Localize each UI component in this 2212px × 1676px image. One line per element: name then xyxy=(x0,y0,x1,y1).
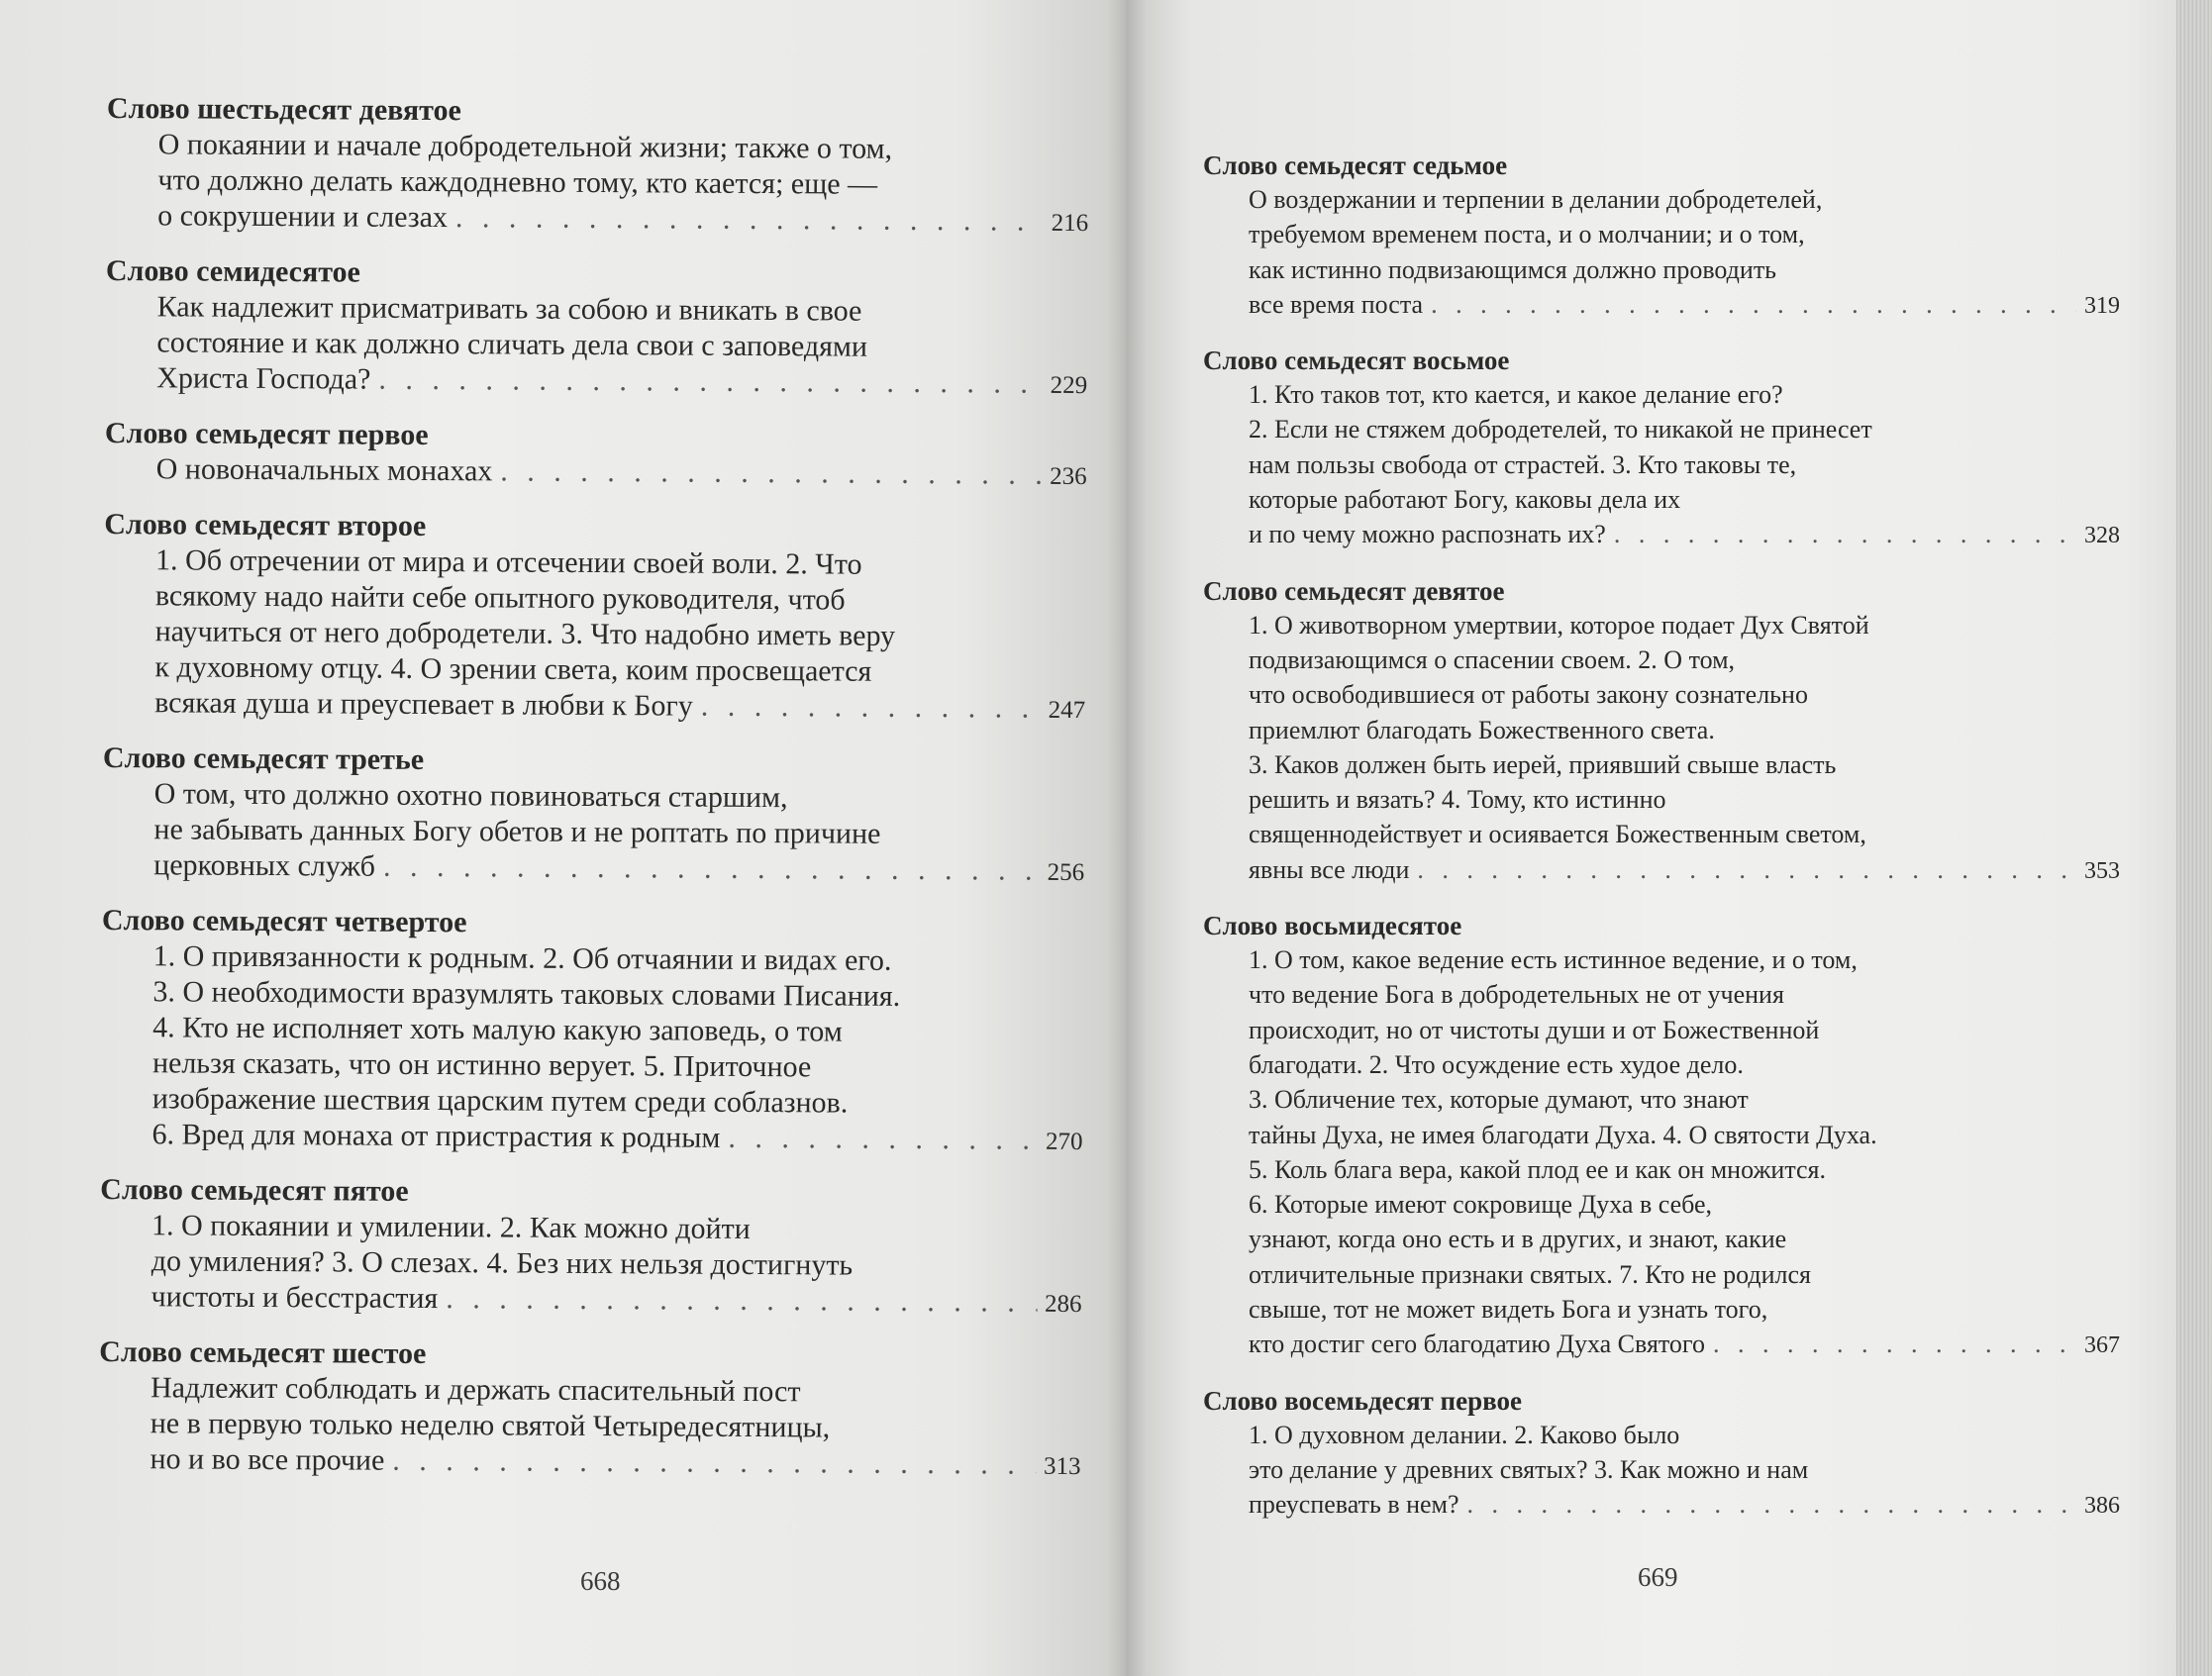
description-line: 5. Коль блага вера, какой плод ее и как он множится. xyxy=(1249,1154,1827,1184)
description-line: отличительные признаки святых. 7. Кто не родился xyxy=(1249,1259,1811,1289)
toc-entry-title: Слово семьдесят второе xyxy=(104,507,427,542)
table-of-contents-right xyxy=(1203,148,2212,1544)
description-last-line xyxy=(156,451,1087,495)
description-line: 3. Обличение тех, которые думают, что знают xyxy=(1249,1085,1749,1115)
description-line: как истинно подвизающимся должно проводить xyxy=(1249,254,1777,284)
description-line: тайны Духа, не имея благодати Духа. 4. О святости Духа. xyxy=(1249,1120,1877,1149)
description-line: 4. Кто не исполняет хоть малую какую заповедь, о том xyxy=(152,1011,843,1048)
description-line: священнодействует и осиявается Божественным светом, xyxy=(1249,820,1866,849)
toc-entry-title: Слово восьмидесятое xyxy=(1203,911,1462,941)
toc-entry xyxy=(105,416,1085,495)
description-last-line xyxy=(151,1279,1081,1323)
description-line: 1. О животворном умертвии, которое подает Дух Святой xyxy=(1249,610,1869,640)
toc-page-number: 386 xyxy=(2084,1493,2120,1520)
description-line: требуемом временем поста, и о молчании; и о том, xyxy=(1249,220,1805,249)
description-line: о сокрушении и слезах xyxy=(157,199,449,235)
dot-leader xyxy=(1614,517,2076,551)
toc-entry xyxy=(105,253,1086,404)
toc-page-number: 286 xyxy=(1044,1290,1082,1319)
description-line: 6. Которые имеют сокровище Духа в себе, xyxy=(1249,1190,1713,1220)
description-line: что освободившиеся от работы закону сознательно xyxy=(1249,680,1808,710)
description-line: нам пользы свобода от страстей. 3. Кто таковы те, xyxy=(1249,449,1797,479)
description-line: что ведение Бога в добродетельных не от учения xyxy=(1249,980,1784,1010)
description-line: свыше, тот не может видеть Бога и узнать того, xyxy=(1249,1295,1768,1325)
toc-entry-description xyxy=(98,1370,1081,1485)
dot-leader xyxy=(500,453,1042,492)
toc-entry xyxy=(1203,909,2212,1364)
toc-entry-description xyxy=(106,127,1089,242)
description-line: к духовному отцу. 4. О зрении света, коим просвещается xyxy=(154,650,872,688)
description-line: все время поста xyxy=(1249,289,1424,319)
description-line: решить и вязать? 4. Тому, кто истинно xyxy=(1249,785,1666,815)
toc-entry xyxy=(1203,574,2212,889)
toc-page-number: 256 xyxy=(1047,858,1085,887)
description-line: О воздержании и терпении в делании добродетелей, xyxy=(1249,185,1823,214)
dot-leader xyxy=(1431,287,2076,322)
page-number: 668 xyxy=(580,1566,621,1596)
description-line: благодати. 2. Что осуждение есть худое дело. xyxy=(1249,1049,1744,1079)
dot-leader xyxy=(455,200,1044,240)
toc-entry xyxy=(102,740,1083,891)
description-line: научиться от него добродетели. 3. Что надобно иметь веру xyxy=(154,615,896,652)
description-last-line xyxy=(153,847,1084,891)
description-line: узнают, когда оно есть и в других, и знают, какие xyxy=(1249,1225,1787,1254)
toc-entry-description xyxy=(1203,942,2120,1364)
toc-page-number: 313 xyxy=(1043,1452,1081,1481)
dot-leader xyxy=(728,1121,1038,1158)
description-line: состояние и как должно сличать дела свои с заповедями xyxy=(156,326,868,363)
description-line: подвизающимся о спасении своем. 2. О том, xyxy=(1249,644,1736,674)
toc-entry-title: Слово семьдесят первое xyxy=(104,416,429,451)
description-line: и по чему можно распознать их? xyxy=(1249,520,1606,549)
description-line: явны все люди xyxy=(1249,854,1410,884)
toc-entry-description xyxy=(1203,608,2120,889)
toc-page-number: 247 xyxy=(1048,696,1086,725)
toc-entry-description xyxy=(1203,182,2120,324)
description-line: но и во все прочие xyxy=(150,1442,385,1477)
description-line: чистоты и бесстрастия xyxy=(151,1280,439,1316)
description-line: 1. О покаянии и умилении. 2. Как можно дойти xyxy=(151,1209,751,1245)
page-edge xyxy=(2176,0,2212,1676)
description-line: Христа Господа? xyxy=(156,361,371,396)
description-line: приемлют благодать Божественного света. xyxy=(1249,715,1715,744)
description-line: 1. О том, какое ведение есть истинное ведение, и о том, xyxy=(1249,945,1858,975)
toc-entry-description xyxy=(1203,1418,2120,1525)
description-line: 1. Об отречении от мира и отсечении своей воли. 2. Что xyxy=(155,543,862,581)
description-last-line xyxy=(151,1117,1082,1160)
dot-leader xyxy=(446,1281,1037,1321)
toc-entry-title: Слово шестьдесят девятое xyxy=(106,91,461,128)
toc-page-number: 229 xyxy=(1050,371,1088,400)
dot-leader xyxy=(1467,1487,2076,1522)
toc-page-number: 319 xyxy=(2084,292,2120,319)
description-line: О покаянии и начале добродетельной жизни; также о том, xyxy=(157,128,893,165)
toc-entry-description xyxy=(100,938,1083,1160)
description-line: 1. О духовном делании. 2. Каково было xyxy=(1249,1420,1680,1449)
toc-page-number: 236 xyxy=(1050,462,1087,491)
description-last-line xyxy=(157,198,1088,242)
toc-entry-title: Слово семьдесят пятое xyxy=(100,1172,409,1208)
toc-entry xyxy=(1203,344,2212,553)
toc-entry-description xyxy=(103,542,1086,729)
toc-page-number: 270 xyxy=(1045,1128,1083,1156)
description-line: до умиления? 3. О слезах. 4. Без них нельзя достигнуть xyxy=(151,1244,854,1282)
toc-entry xyxy=(100,903,1082,1160)
description-last-line xyxy=(156,360,1087,404)
description-line: изображение шествия царским путем среди соблазнов. xyxy=(151,1082,849,1120)
right-page xyxy=(1126,0,2212,1676)
description-line: 1. Кто таков тот, кто кается, и какое делание его? xyxy=(1249,380,1783,410)
dot-leader xyxy=(1417,852,2076,887)
toc-entry-title: Слово семьдесят восьмое xyxy=(1203,345,1510,376)
description-line: Надлежит соблюдать и держать спасительный пост xyxy=(150,1371,801,1409)
description-last-line xyxy=(1249,1487,2120,1524)
toc-entry-description xyxy=(99,1208,1082,1323)
toc-page-number: 216 xyxy=(1051,209,1089,238)
description-line: 2. Если не стяжем добродетелей, то никакой не принесет xyxy=(1249,415,1872,444)
toc-page-number: 367 xyxy=(2084,1332,2120,1359)
toc-entry xyxy=(98,1334,1079,1485)
toc-entry-title: Слово семьдесят четвертое xyxy=(101,903,467,939)
description-line: это делание у древних святых? 3. Как можно и нам xyxy=(1249,1454,1809,1484)
toc-entry xyxy=(99,1172,1080,1323)
toc-entry-description xyxy=(105,451,1087,495)
toc-entry xyxy=(1203,1384,2212,1525)
description-last-line xyxy=(154,685,1085,729)
description-last-line xyxy=(1249,517,2120,553)
description-line: не забывать данных Богу обетов и не роптать по причине xyxy=(153,813,881,850)
toc-entry-title: Слово семидесятое xyxy=(105,253,361,289)
toc-entry-title: Слово семьдесят шестое xyxy=(99,1334,427,1370)
toc-page-number: 328 xyxy=(2084,523,2120,549)
dot-leader xyxy=(378,362,1043,402)
description-line: Как надлежит присматривать за собою и вникать в свое xyxy=(156,290,862,328)
toc-entry-description xyxy=(105,289,1088,404)
description-last-line xyxy=(1249,1327,2120,1363)
toc-entry xyxy=(106,91,1087,242)
description-line: 3. О необходимости вразумлять таковых словами Писания. xyxy=(152,975,901,1013)
toc-entry-title: Слово семьдесят девятое xyxy=(1203,575,1505,606)
description-line: О новоначальных монахах xyxy=(155,452,493,488)
description-last-line xyxy=(1249,852,2120,889)
toc-entry-description xyxy=(102,776,1085,891)
toc-entry xyxy=(103,507,1084,729)
toc-entry-title: Слово восемьдесят первое xyxy=(1203,1385,1522,1416)
description-line: всякому надо найти себе опытного руководителя, чтоб xyxy=(154,579,846,617)
description-line: происходит, но от чистоты души и от Божественной xyxy=(1249,1015,1820,1044)
description-line: нельзя сказать, что он истинно верует. 5. Приточное xyxy=(151,1046,812,1084)
description-last-line xyxy=(1249,287,2120,324)
description-line: О том, что должно охотно повиноваться старшим, xyxy=(153,777,788,815)
toc-entry xyxy=(1203,148,2212,324)
description-line: преуспевать в нем? xyxy=(1249,1490,1459,1520)
dot-leader xyxy=(392,1443,1036,1483)
description-line: 6. Вред для монаха от пристрастия к родным xyxy=(151,1118,721,1154)
description-line: церковных служб xyxy=(153,848,376,883)
toc-page-number: 353 xyxy=(2084,857,2120,884)
dot-leader xyxy=(1713,1327,2076,1361)
description-line: что должно делать каждодневно тому, кто кается; еще — xyxy=(157,163,878,201)
description-last-line xyxy=(150,1441,1080,1485)
page-number: 669 xyxy=(1638,1562,1678,1592)
book-gutter xyxy=(1107,0,1147,1676)
description-line: 3. Каков должен быть иерей, приявший свыше власть xyxy=(1249,749,1837,779)
description-line: 1. О привязанности к родным. 2. Об отчаянии и видах его. xyxy=(152,939,892,977)
toc-entry-title: Слово семьдесят третье xyxy=(102,740,425,776)
table-of-contents-left xyxy=(98,91,1087,1503)
toc-entry-description xyxy=(1203,377,2120,553)
description-line: кто достиг сего благодатию Духа Святого xyxy=(1249,1330,1705,1359)
description-line: всякая душа и преуспевает в любви к Богу xyxy=(154,686,693,723)
description-line: не в первую только неделю святой Четыредесятницы, xyxy=(150,1407,831,1444)
description-line: которые работают Богу, каковы дела их xyxy=(1249,485,1681,515)
dot-leader xyxy=(383,849,1040,889)
toc-entry-title: Слово семьдесят седьмое xyxy=(1203,150,1508,180)
dot-leader xyxy=(701,689,1041,727)
